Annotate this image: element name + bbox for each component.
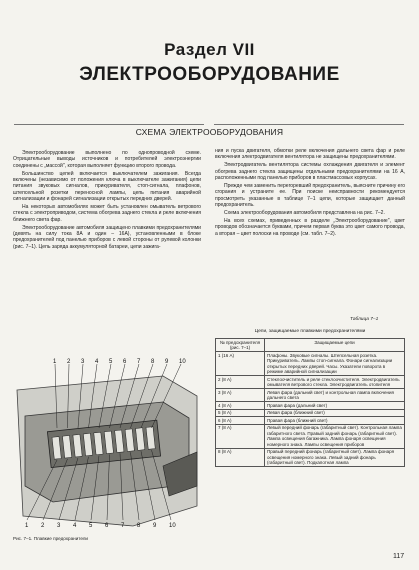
callout-number: 5 — [89, 523, 93, 529]
fuse-table — [215, 338, 405, 467]
table-header-row — [216, 339, 405, 352]
fuse-circuits: Правая фара (дальний свет) — [265, 402, 405, 410]
divider-left — [14, 124, 204, 125]
callout-number: 10 — [179, 359, 186, 365]
callout-number: 9 — [153, 523, 157, 529]
fuse-circuits: Плафоны. Звуковые сигналы. Штепсельная розетка. Прикуриватель. Лампы стоп-сигнала. Фонари сигнализации открытых передних дверей. Часы. Указатели поворота в режиме аварийной сигнализации — [265, 352, 405, 376]
page-number: 117 — [393, 553, 405, 560]
fuse-number: 4 (8 А) — [216, 402, 265, 410]
table-row — [216, 376, 405, 389]
callout-number: 2 — [67, 359, 71, 365]
callout-number: 1 — [25, 523, 29, 529]
fuse-number: 3 (8 А) — [216, 389, 265, 402]
paragraph: Электрооборудование автомобиля защищено плавкими предохранителями (девять на силу тока 8А и один – 16А), установленными в блоке предохранителей под панелью приборов с левой стороны от рулевой колонки (рис. 7–1). Цепь заряда аккумуляторной батареи, цепи зажига- — [13, 224, 201, 250]
callout-number: 7 — [121, 523, 125, 529]
paragraph: ния и пуска двигателя, обмотки реле включения дальнего света фар и реле включения электродвигателя вентилятора не защищены предохранителями. — [215, 148, 405, 161]
figure-caption: Рис. 7–1. Плавкие предохранители — [13, 536, 88, 541]
fuse-number: 6 (8 А) — [216, 417, 265, 425]
table-row — [216, 417, 405, 425]
fuse-number: 5 (8 А) — [216, 409, 265, 417]
chapter-heading — [0, 40, 419, 86]
callout-number: 7 — [137, 359, 141, 365]
fuse-box-figure — [13, 356, 201, 530]
chapter-label: Раздел VII — [164, 40, 255, 59]
right-column — [215, 148, 405, 238]
callout-number: 6 — [123, 359, 127, 365]
fuse-circuits: Правая фара (ближний свет) — [265, 417, 405, 425]
callout-number: 6 — [105, 523, 109, 529]
table-row — [216, 409, 405, 417]
paragraph: Схема электрооборудования автомобиля представлена на рис. 7–2. — [224, 209, 385, 216]
callout-number: 8 — [137, 523, 141, 529]
table-header: Защищаемые цепи — [265, 339, 405, 352]
table-row — [216, 352, 405, 376]
callout-number: 2 — [41, 523, 45, 529]
callout-number: 5 — [109, 359, 113, 365]
fuse-circuits: Правый передний фонарь (габаритный свет). Лампа фонаря освещения номерного знака. Левый задний фонарь (габаритный свет). Подкапотная лампа — [265, 448, 405, 467]
divider-right — [214, 124, 404, 125]
fuse-circuits: Левая фара (дальний свет) и контрольная лампа включения дальнего света — [265, 389, 405, 402]
table-header: № предохранителя (рис. 7–1) — [216, 339, 265, 352]
callout-number: 10 — [169, 523, 176, 529]
table-row — [216, 448, 405, 467]
callout-number: 3 — [81, 359, 85, 365]
chapter-title: ЭЛЕКТРООБОРУДОВАНИЕ — [79, 64, 340, 85]
left-column — [13, 150, 201, 252]
table-label: Таблица 7–1 — [350, 317, 379, 322]
paragraph: Прежде чем заменить перегоревший предохранитель, выясните причину его сгорания и устраните ее. При поиске неисправности рекомендуется просмотреть указанные в таблице 7–1 цепи, которые защищает данный предохранитель. — [215, 182, 405, 208]
table-row — [216, 402, 405, 410]
paragraph: Электродвигатель вентилятора системы охлаждения двигателя и элемент обогрева заднего стекла защищены отдельными предохранителями на 16 А, расположенными под панелью приборов в пластмассовых корпусах. — [215, 162, 405, 181]
fuse-number: 1 (16 А) — [216, 352, 265, 376]
table-row — [216, 389, 405, 402]
fuse-circuits: Стеклоочиститель и реле стеклоочистителя. Электродвигатель омывателя ветрового стекла. Электродвигатель отопителя — [265, 376, 405, 389]
callout-number: 3 — [57, 523, 61, 529]
section-title: СХЕМА ЭЛЕКТРООБОРУДОВАНИЯ — [135, 127, 284, 137]
paragraph: Большинство цепей включается выключателем зажигания. Всегда включены (независимо от положения ключа в выключателе зажигания) цепи питания звуковых сигналов, прикуривателя, стоп-сигнала, плафонов, штепсельной розетки переносной лампы, цепь питания аварийной сигнализации и фонарей сигнализации открытых передних дверей. — [13, 170, 201, 202]
paragraph: На некоторых автомобилях может быть установлен омыватель ветрового стекла с электроприводом, система обогрева заднего стекла и реле включения ближнего света фар. — [13, 203, 201, 223]
paragraph: Электрооборудование выполнено по однопроводной схеме. Отрицательные выводы источников и потребителей электроэнергии соединены с „массой", которая выполняет функцию второго провода. — [13, 150, 201, 169]
fuse-circuits: Левый передний фонарь (габаритный свет). Контрольная лампа габаритного света. Правый задний фонарь (габаритный свет). Лампа освещения багажника. Лампа фонаря освещения номерного знака. Лампы освещения приборов — [265, 424, 405, 448]
callout-number: 1 — [53, 359, 57, 365]
callout-number: 8 — [151, 359, 155, 365]
fuse-box-illustration — [13, 356, 201, 530]
callout-number: 4 — [95, 359, 99, 365]
callout-number: 4 — [73, 523, 77, 529]
fuse-number: 7 (8 А) — [216, 424, 265, 448]
fuse-circuits: Левая фара (ближний свет) — [265, 409, 405, 417]
callout-number: 9 — [165, 359, 169, 365]
table-row — [216, 424, 405, 448]
paragraph: На всех схемах, приведенных в разделе „Электрооборудование", цвет проводов обозначается буквами, причем первая буква это цвет самого провода, а вторая – цвет полоски на проводе (см. табл. 7–2). — [215, 217, 405, 237]
fuse-number: 8 (8 А) — [216, 448, 265, 467]
table-title: Цепи, защищаемые плавкими предохранителями — [254, 329, 366, 334]
fuse-number: 2 (8 А) — [216, 376, 265, 389]
